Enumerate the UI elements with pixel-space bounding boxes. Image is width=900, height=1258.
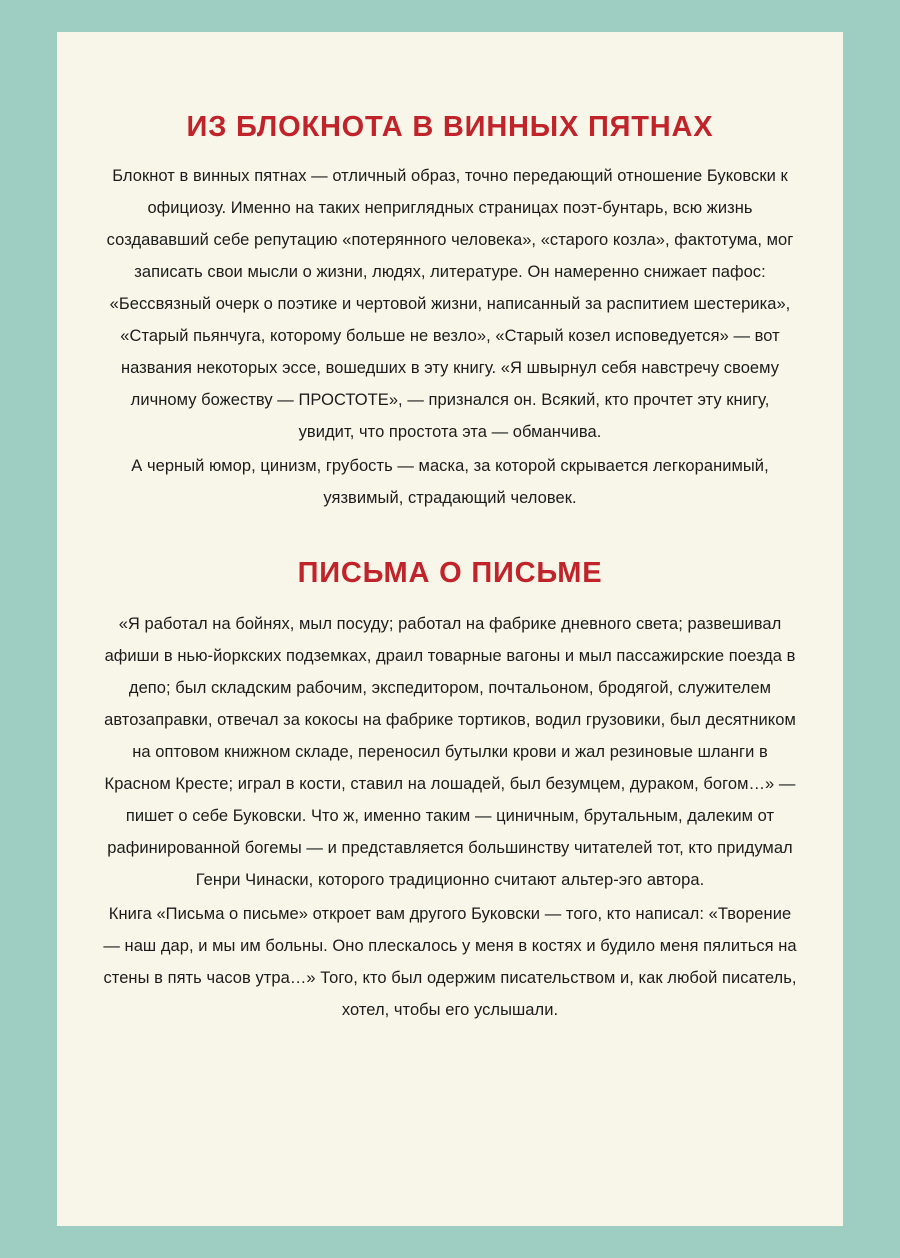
cover-text-content bbox=[97, 112, 803, 1026]
section-letters-paragraph-2: Книга «Письма о письме» откроет вам другого Буковски — того, кто написал: «Творение — наш дар, и мы им больны. Оно плескалось у меня в костях и будило меня пялиться на стены в пять часов утра…» Того, кто был одержим писательством и, как любой писатель, хотел, чтобы его услышали. bbox=[103, 904, 797, 1019]
section-notebook-paragraph-2: А черный юмор, цинизм, грубость — маска, за которой скрывается легкоранимый, уязвимый, страдающий человек. bbox=[131, 456, 769, 507]
book-back-cover-page bbox=[57, 32, 843, 1226]
section-letters bbox=[97, 558, 803, 1026]
section-title-letters: ПИСЬМА О ПИСЬМЕ bbox=[297, 556, 603, 589]
section-notebook bbox=[97, 112, 803, 514]
section-notebook-paragraph-1: Блокнот в винных пятнах — отличный образ, точно передающий отношение Буковски к официозу. Именно на таких неприглядных страницах поэт-бунтарь, всю жизнь создававший себе репутацию «потерянного человека», «старого козла», фактотума, мог записать свои мысли о жизни, людях, литературе. Он намеренно снижает пафос: «Бессвязный очерк о поэтике и чертовой жизни, написанный за распитием шестерика», «Старый пьянчуга, которому больше не везло», «Старый козел исповедуется» — вот названия некоторых эссе, вошедших в эту книгу. «Я швырнул себя навстречу своему личному божеству — ПРОСТОТЕ», — признался он. Всякий, кто прочтет эту книгу, увидит, что простота эта — обманчива. bbox=[106, 166, 794, 441]
section-title-notebook: ИЗ БЛОКНОТА В ВИННЫХ ПЯТНАХ bbox=[186, 111, 714, 143]
section-letters-paragraph-1: «Я работал на бойнях, мыл посуду; работал на фабрике дневного света; развешивал афиши в нью-йоркских подземках, драил товарные вагоны и мыл пассажирские поезда в депо; был складским рабочим, экспедитором, почтальоном, бродягой, служителем автозаправки, отвечал за кокосы на фабрике тортиков, водил грузовики, был десятником на оптовом книжном складе, переносил бутылки крови и жал резиновые шланги в Красном Кресте; играл в кости, ставил на лошадей, был безумцем, дураком, богом…» — пишет о себе Буковски. Что ж, именно таким — циничным, брутальным, далеким от рафинированной богемы — и представляется большинству читателей тот, кто придумал Генри Чинаски, которого традиционно считают альтер-эго автора. bbox=[104, 614, 796, 889]
